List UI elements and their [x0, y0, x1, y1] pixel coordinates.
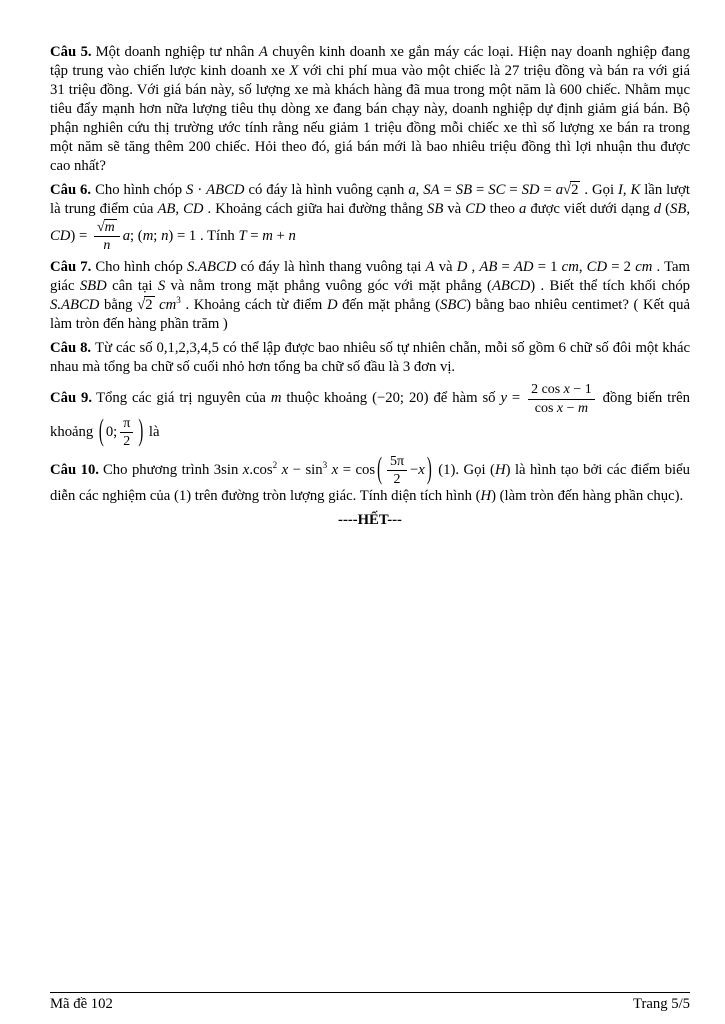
math-variable: S.ABCD	[50, 297, 100, 314]
math-variable: SB	[455, 182, 473, 198]
math-variable: ABCD	[491, 278, 531, 295]
math-variable: cm	[635, 259, 653, 276]
math-variable: x	[418, 461, 425, 478]
math-variable: A	[425, 259, 435, 276]
question-5-body: Một doanh nghiệp tư nhân A chuyên kinh doanh xe gắn máy các loại. Hiện nay doanh nghiệp đang tập trung vào chiến lược kinh doanh xe X với chi phí mua vào một chiếc là 27 triệu đồng và bán ra với giá 31 triệu đồng. Với giá bán này, số lượng xe mà khách hàng đã mua trong một năm là 600 chiếc. Nhằm mục tiêu đẩy mạnh hơn nữa lượng tiêu thụ dòng xe đang bán chạy này, doanh nghiệp dự định giảm giá bán. Bộ phận nghiên cứu thị trường ước tính rằng nếu giảm 1 triệu đồng mỗi chiếc xe thì số lượng xe bán ra trong một năm sẽ tăng thêm 200 chiếc. Hỏi theo đó, giá bán mới là bao nhiêu triệu đồng thì lợi nhuận thu được cao nhất?	[50, 44, 691, 174]
math-variable: AB	[157, 201, 176, 217]
math-variable: m	[270, 390, 282, 407]
parenthesized-expression: ( 0; $\frac{\pi}{2}$ )	[98, 414, 144, 449]
math-variable: x	[331, 461, 339, 478]
superscript: 3	[176, 295, 181, 306]
math-variable: D	[326, 297, 338, 314]
math-variable: A	[258, 44, 268, 60]
math-variable: cm	[561, 259, 579, 276]
fraction: $\frac{\pi}{2}$	[120, 416, 133, 449]
math-variable: SBD	[79, 278, 107, 295]
math-variable: H	[494, 461, 506, 478]
question-5	[50, 43, 690, 176]
math-variable: a	[408, 182, 416, 198]
superscript: 3	[322, 459, 328, 470]
math-variable: X	[289, 63, 299, 79]
square-root: √m	[96, 220, 115, 235]
math-variable: I	[617, 182, 623, 198]
footer-exam-code: Mã đề 102	[50, 996, 113, 1012]
question-10-body: Cho phương trình 3sin $x.\cos^2$ $x - \sin^3 x = \cos$ ( $\frac{5\pi}{2}$ − x ) (1). Gọi (H) là hình tạo bởi các điểm biểu diễn các nghiệm của (1) trên đường tròn lượng giác. Tính diện tích hình (H) (làm tròn đến hàng phần chục).	[50, 452, 690, 504]
math-variable: ABCD	[206, 182, 245, 198]
question-6-body: Cho hình chóp S · ABCD có đáy là hình vuông cạnh a, SA = SB = SC = SD = a√2 . Gọi I, K lần lượt là trung điểm của AB, CD . Khoảng cách giữa hai đường thẳng SB và CD theo a được viết dưới dạng d (SB, CD) = $\frac{√m}{n}$ a; (m; n) = 1 . Tính T = m + n	[50, 182, 690, 254]
math-variable: S	[186, 182, 194, 198]
math-variable: m	[262, 227, 273, 244]
math-variable: x	[281, 461, 289, 478]
math-variable: a	[555, 182, 564, 198]
question-10	[50, 454, 690, 506]
question-5-label: Câu 5.	[50, 44, 92, 60]
question-7	[50, 258, 690, 334]
question-9-body: Tổng các giá trị nguyên của m thuộc khoảng (−20; 20) để hàm số y = $\frac{\text{2 cos x − 1}}{\text{cos x − m}}$ đồng biến trên khoảng ( 0; $\frac{\pi}{2}$ ) là	[50, 382, 690, 449]
math-variable: AB	[479, 259, 498, 276]
question-10-label: Câu 10.	[50, 461, 99, 478]
math-variable: CD	[183, 201, 204, 217]
question-8-label: Câu 8.	[50, 340, 92, 357]
fraction	[94, 219, 120, 253]
math-variable: SC	[488, 182, 506, 198]
question-6-label: Câu 6.	[50, 182, 92, 198]
math-variable: a	[518, 201, 527, 217]
math-variable: SB	[426, 201, 444, 217]
math-variable: y	[500, 390, 507, 407]
math-variable: n	[161, 227, 169, 244]
math-variable: H	[480, 487, 492, 504]
math-variable: SA	[423, 182, 440, 198]
question-7-body: Cho hình chóp S.ABCD có đáy là hình thang vuông tại A và D , AB = AD = 1 cm, CD = 2 cm . Tam giác SBD cân tại S và nằm trong mặt phẳng vuông góc với mặt phẳng (ABCD) . Biết thể tích khối chóp S.ABCD bằng √2 $cm^3$ . Khoảng cách từ điểm D đến mặt phẳng (SBC) bằng bao nhiêu centimet? ( Kết quả làm tròn đến hàng phần trăm )	[50, 259, 691, 333]
math-variable: m	[142, 227, 154, 244]
question-8	[50, 339, 690, 377]
math-variable: x	[242, 461, 250, 478]
question-8-body: Từ các số 0,1,2,3,4,5 có thể lập được bao nhiêu số tự nhiên chẵn, mỗi số gồm 6 chữ số đôi một khác nhau mà tổng ba chữ số cuối nhỏ hơn tổng ba chữ số đầu là 3 đơn vị.	[50, 340, 690, 376]
math-variable: AD	[513, 259, 534, 276]
question-9	[50, 382, 690, 448]
math-variable: SD	[521, 182, 540, 198]
math-variable: K	[630, 182, 641, 198]
math-variable: CD	[50, 227, 71, 244]
fraction: $\frac{5\pi}{2}$	[387, 454, 407, 487]
math-variable: T	[238, 227, 247, 244]
math-variable: S.ABCD	[186, 259, 237, 276]
superscript: 2	[272, 459, 278, 470]
question-6	[50, 181, 690, 253]
question-7-label: Câu 7.	[50, 259, 92, 276]
fraction: $\frac{\text{2 cos x − 1}}{\text{cos x − m}}$	[528, 382, 595, 415]
footer-page-number: Trang 5/5	[633, 996, 690, 1012]
math-variable: SB	[669, 201, 687, 217]
page-footer	[50, 992, 690, 1014]
question-9-label: Câu 9.	[50, 390, 93, 407]
math-variable: a	[122, 227, 131, 244]
math-variable: n	[103, 238, 111, 254]
math-variable: cm	[159, 297, 177, 314]
math-variable: m	[104, 220, 115, 235]
math-variable: CD	[465, 201, 486, 217]
math-variable: m	[577, 400, 589, 416]
math-variable: d	[653, 201, 662, 217]
math-variable: SBC	[440, 297, 467, 314]
math-variable: D	[456, 259, 468, 276]
square-root: √2	[563, 182, 579, 198]
end-marker: ----HẾT---	[338, 511, 402, 528]
math-variable: x	[563, 382, 570, 398]
math-variable: CD	[586, 259, 608, 276]
square-root: √2	[137, 297, 153, 314]
parenthesized-expression: ( $\frac{5\pi}{2}$ − x )	[377, 452, 432, 487]
math-variable: n	[288, 227, 296, 244]
math-variable: x	[556, 400, 564, 416]
math-variable: S	[157, 278, 166, 295]
